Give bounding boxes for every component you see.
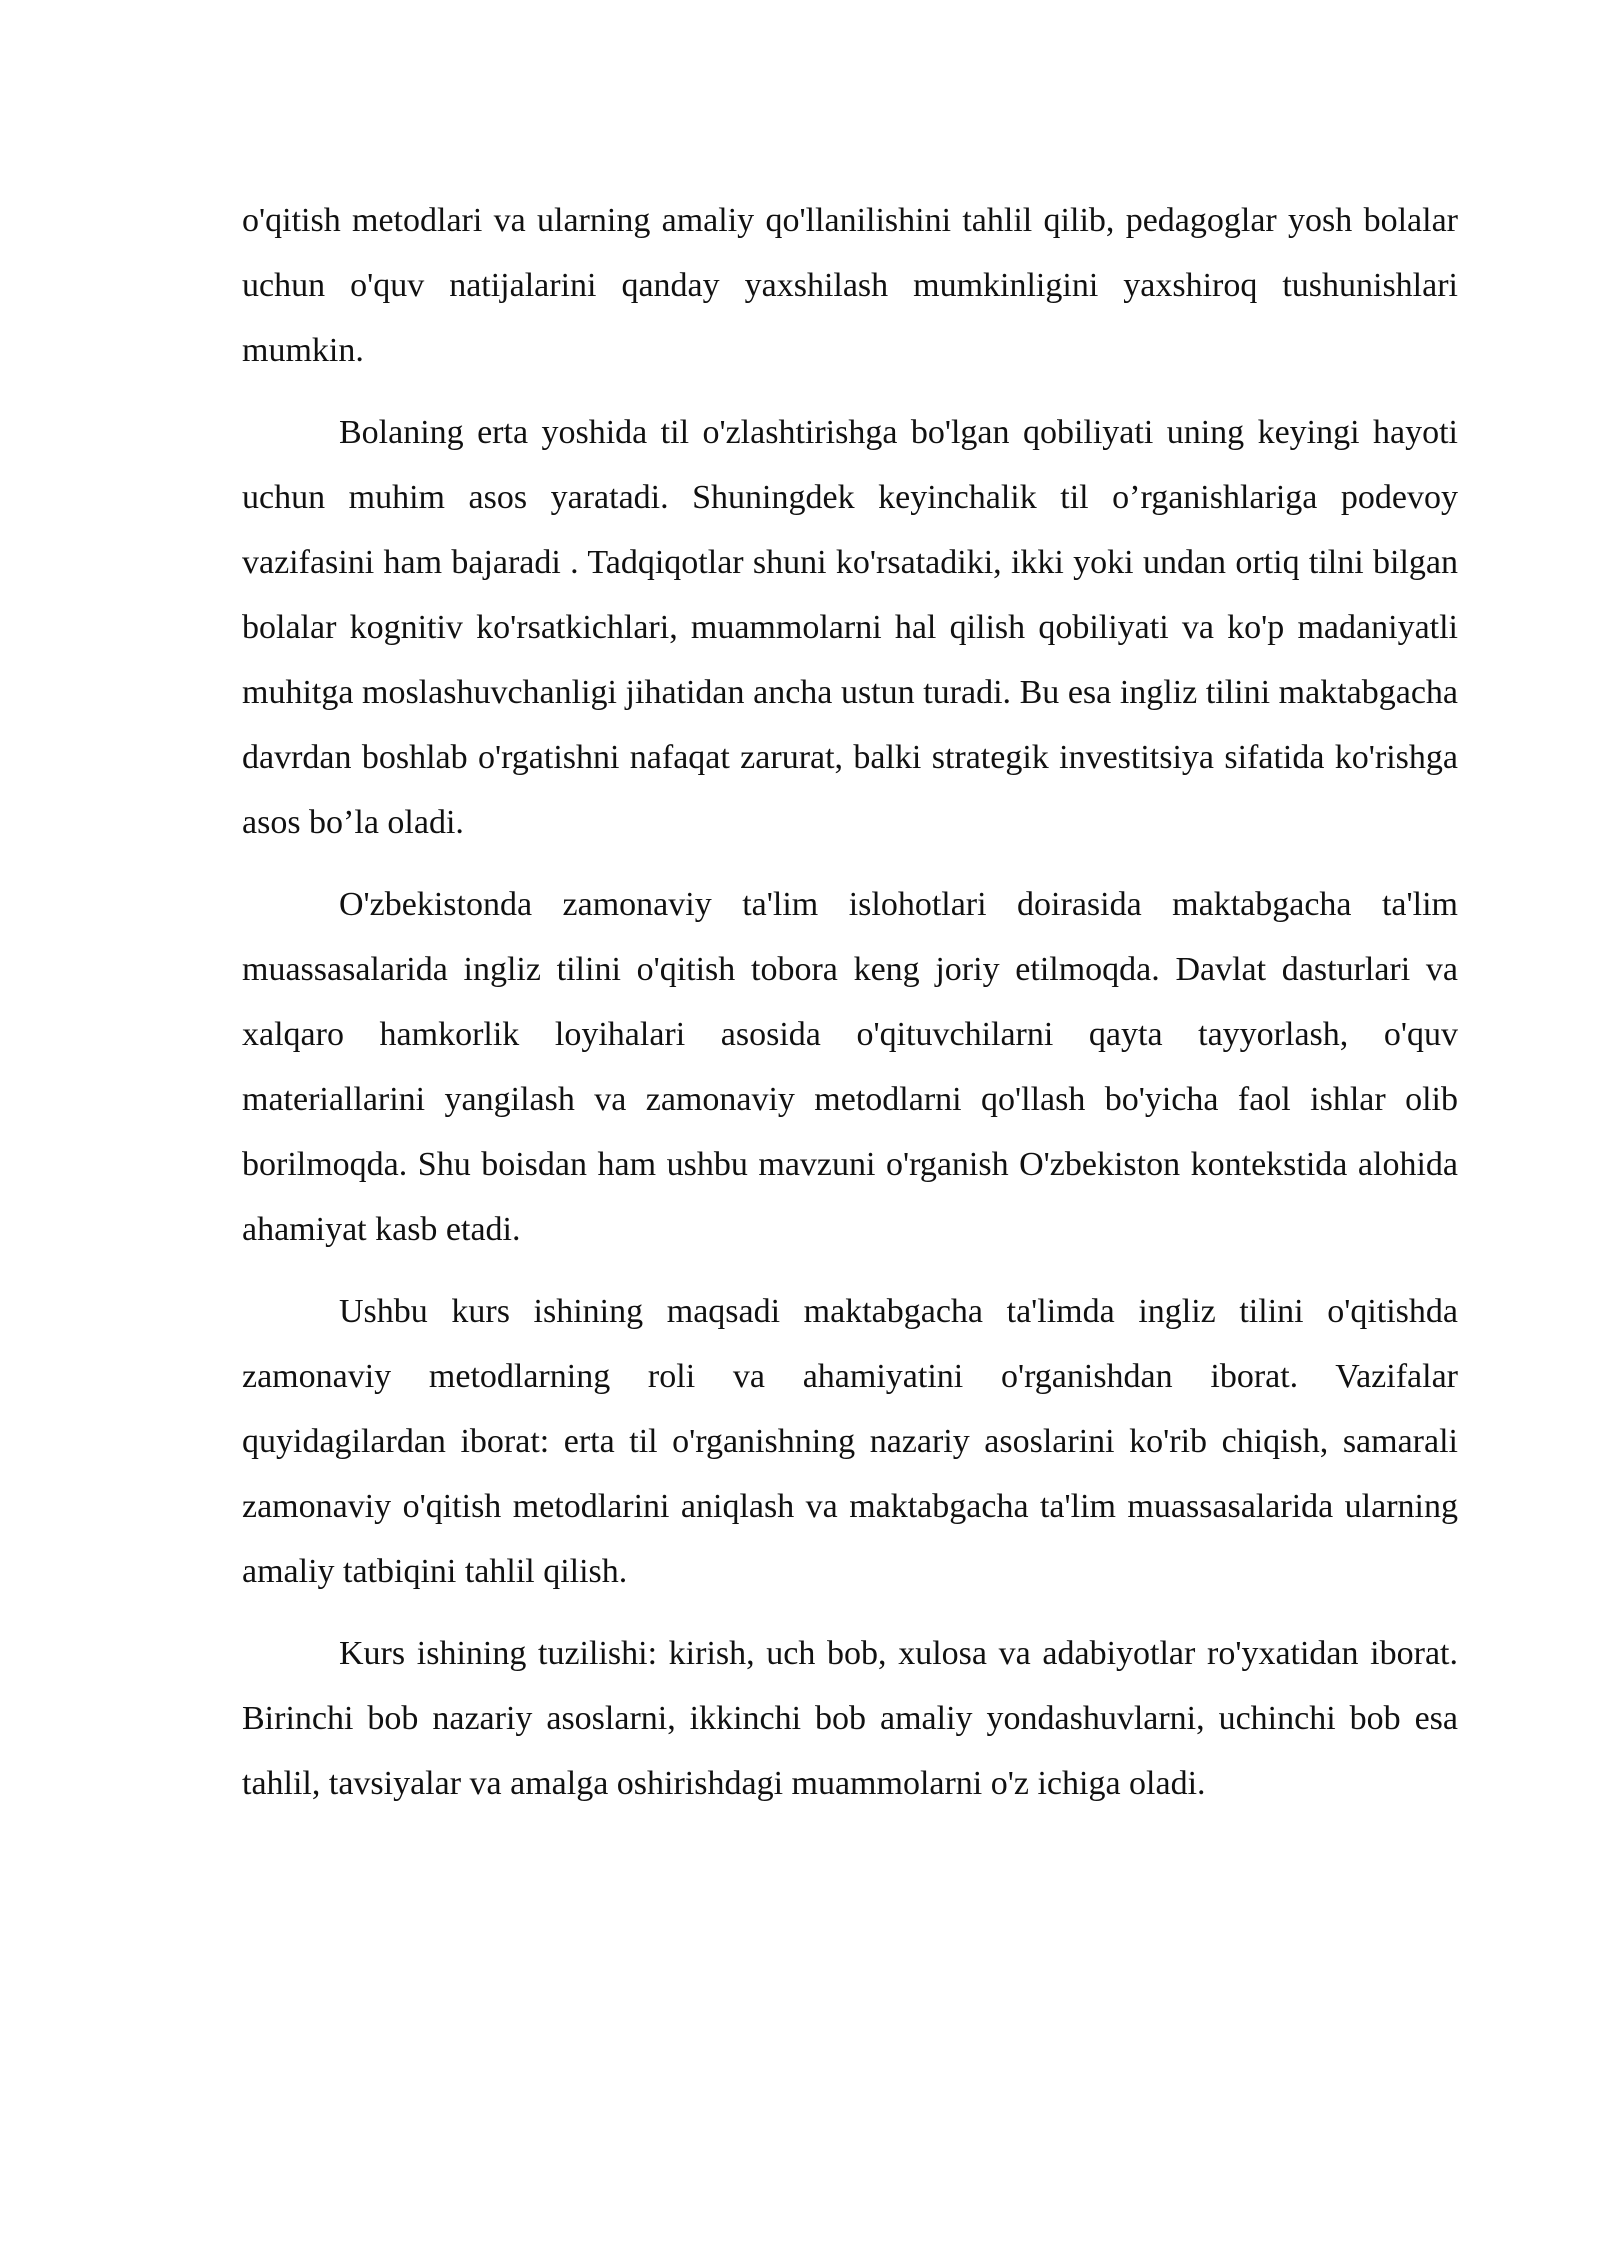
paragraph-early-language-acquisition: Bolaning erta yoshida til o'zlashtirishga bo'lgan qobiliyati uning keyingi hayoti uchun muhim asos yaratadi. Shuningdek keyinchalik til o’rganishlariga podevoy vazifasini ham bajaradi . Tadqiqotlar shuni ko'rsatadiki, ikki yoki undan ortiq tilni bilgan bolalar kognitiv ko'rsatkichlari, muammolarni hal qilish qobiliyati va ko'p madaniyatli muhitga moslashuvchanligi jihatidan ancha ustun turadi. Bu esa ingliz tilini maktabgacha davrdan boshlab o'rgatishni nafaqat zarurat, balki strategik investitsiya sifatida ko'rishga asos bo’la oladi. bbox=[242, 414, 1458, 841]
paragraph-continuation: o'qitish metodlari va ularning amaliy qo'llanilishini tahlil qilib, pedagoglar yosh bolalar uchun o'quv natijalarini qanday yaxshilash mumkinligini yaxshiroq tushunishlari mumkin. bbox=[242, 202, 1458, 369]
paragraph-course-structure: Kurs ishining tuzilishi: kirish, uch bob, xulosa va adabiyotlar ro'yxatidan iborat. Birinchi bob nazariy asoslarni, ikkinchi bob amaliy yondashuvlarni, uchinchi bob esa tahlil, tavsiyalar va amalga oshirishdagi muammolarni o'z ichiga oladi. bbox=[242, 1635, 1458, 1802]
paragraph-course-goal: Ushbu kurs ishining maqsadi maktabgacha ta'limda ingliz tilini o'qitishda zamonaviy metodlarning roli va ahamiyatini o'rganishdan iborat. Vazifalar quyidagilardan iborat: erta til o'rganishning nazariy asoslarini ko'rib chiqish, samarali zamonaviy o'qitish metodlarini aniqlash va maktabgacha ta'lim muassasalarida ularning amaliy tatbiqini tahlil qilish. bbox=[242, 1293, 1458, 1590]
paragraph-uzbekistan-reforms: O'zbekistonda zamonaviy ta'lim islohotlari doirasida maktabgacha ta'lim muassasalarida ingliz tilini o'qitish tobora keng joriy etilmoqda. Davlat dasturlari va xalqaro hamkorlik loyihalari asosida o'qituvchilarni qayta tayyorlash, o'quv materiallarini yangilash va zamonaviy metodlarni qo'llash bo'yicha faol ishlar olib borilmoqda. Shu boisdan ham ushbu mavzuni o'rganish O'zbekiston kontekstida alohida ahamiyat kasb etadi. bbox=[242, 886, 1458, 1248]
document-page bbox=[242, 188, 1458, 1833]
